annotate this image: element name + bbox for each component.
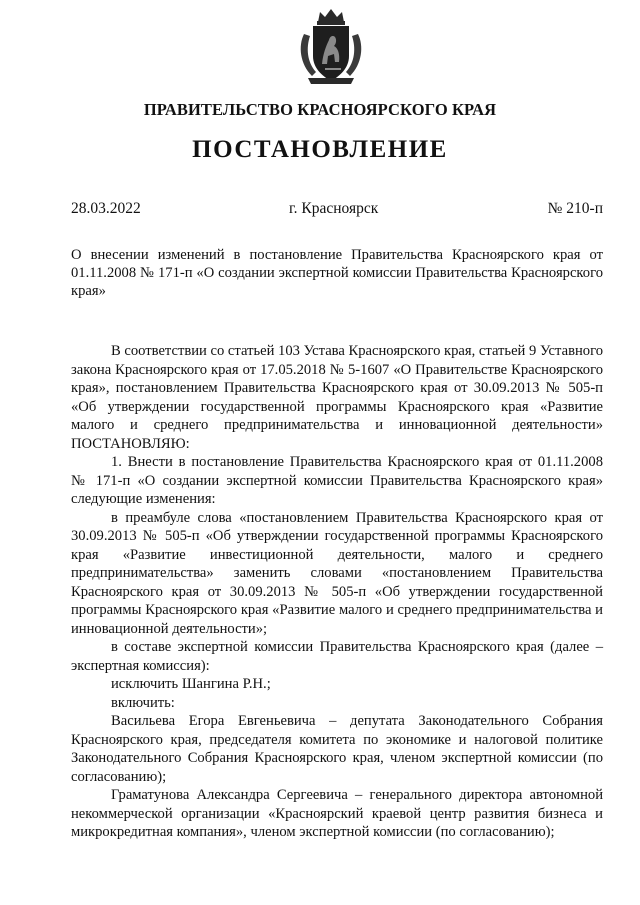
- paragraph: В соответствии со статьей 103 Устава Красноярского края, статьей 9 Уставного закона Красноярского края от 17.05.2018 № 5-1607 «О Правительстве Красноярского края», постановлением Правительства Красноярского края от 30.09.2013 № 505-п «Об утверждении государственной программы Красноярского края «Развитие малого и среднего предпринимательства и инновационной деятельности» ПОСТАНОВЛЯЮ:: [71, 343, 603, 452]
- paragraph: Граматунова Александра Сергеевича – генерального директора автономной некоммерческой организации «Красноярский краевой центр развития бизнеса и микрокредитная компания», членом экспертной комиссии (по согласованию);: [71, 787, 603, 840]
- organization-name: ПРАВИТЕЛЬСТВО КРАСНОЯРСКОГО КРАЯ: [143, 100, 497, 119]
- document-number: № 210-п: [547, 200, 603, 217]
- document-city: г. Красноярск: [289, 200, 379, 217]
- document-type-title: ПОСТАНОВЛЕНИЕ: [192, 136, 448, 163]
- document-body: [71, 342, 603, 842]
- paragraph: включить:: [111, 694, 175, 711]
- paragraph: Васильева Егора Евгеньевича – депутата Законодательного Собрания Красноярского края, председателя комитета по экономике и налоговой политике Законодательного Собрания Красноярского края, членом экспертной комиссии (по согласованию);: [71, 713, 603, 785]
- document-subject: О внесении изменений в постановление Правительства Красноярского края от 01.11.2008 № 171-п «О создании экспертной комиссии Правительства Красноярского края»: [71, 247, 603, 299]
- paragraph: исключить Шангина Р.Н.;: [111, 676, 271, 692]
- paragraph: в преамбуле слова «постановлением Правительства Красноярского края от 30.09.2013 № 505-п «Об утверждении государственной программы Красноярского края «Развитие инвестиционной деятельности, малого и среднего предпринимательства» заменить словами «постановлением Правительства Красноярского края от 30.09.2013 № 505-п «Об утверждении государственной программы Красноярского края «Развитие малого и среднего предпринимательства и инновационной деятельности»;: [71, 509, 603, 637]
- krasnoyarsk-coat-of-arms-icon: [296, 6, 366, 86]
- paragraph: 1. Внести в постановление Правительства Красноярского края от 01.11.2008 № 171-п «О создании экспертной комиссии Правительства Красноярского края» следующие изменения:: [71, 454, 603, 507]
- document-meta: [71, 200, 603, 222]
- document-date: 28.03.2022: [71, 200, 141, 217]
- paragraph: в составе экспертной комиссии Правительства Красноярского края (далее – экспертная комиссия):: [71, 639, 603, 674]
